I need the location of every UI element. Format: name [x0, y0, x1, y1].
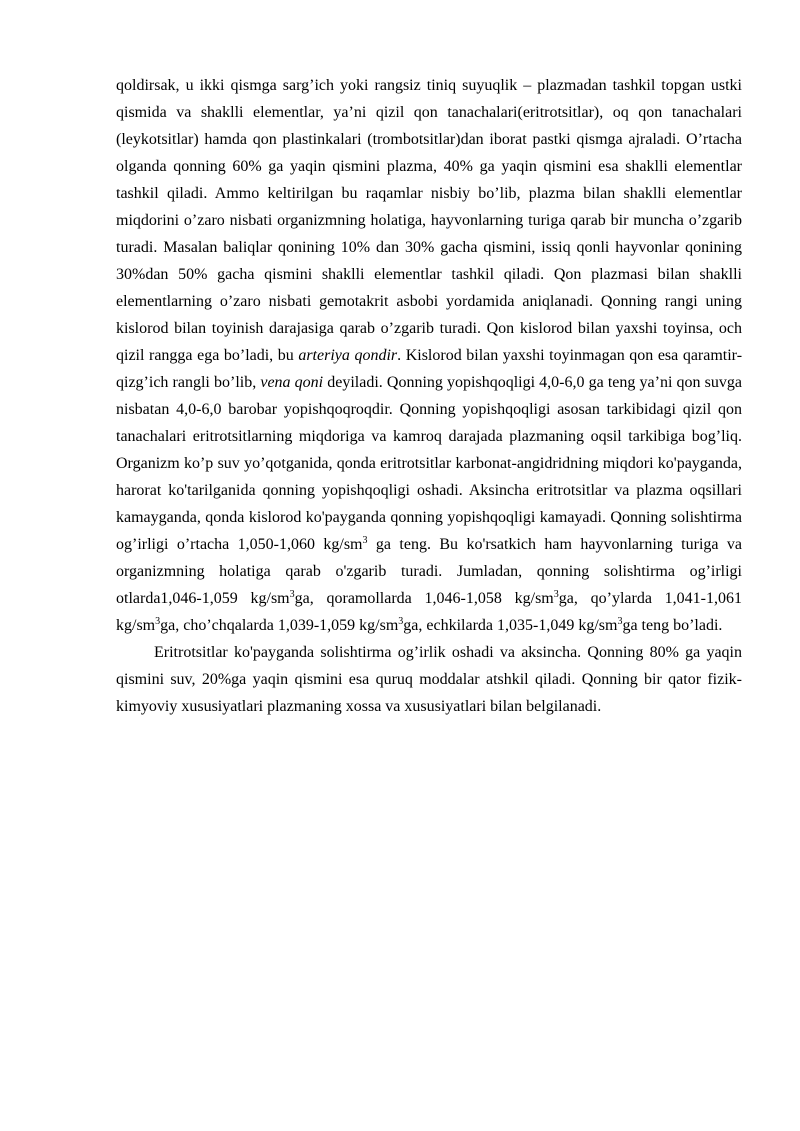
paragraph-erythrocytes: Eritrotsitlar ko'payganda solishtirma og’irlik oshadi va aksincha. Qonning 80% ga yaqin qismini suv, 20%ga yaqin qismini esa quruq moddalar atshkil qiladi. Qonning bir qator fizik-kimyoviy xususiyatlari plazmaning xossa va xususiyatlari bilan belgilanadi.	[116, 644, 742, 715]
text-run: ga, qo’ylarda 1,041-1,061 kg/sm	[116, 590, 742, 634]
superscript: 3	[553, 589, 559, 600]
paragraph-blood-composition	[116, 72, 742, 639]
text-run: qoldirsak, u ikki qismga sarg’ich yoki rangsiz tiniq suyuqlik – plazmadan tashkil topgan ustki qismida va shaklli elementlar, ya’ni qizil qon tanachalari(eritrotsitlar), oq qon tanachalari (leykotsitlar) hamda qon plastinkalari (trombotsitlar)dan iborat pastki qismga ajraladi. O’rtacha olganda qonning 60% ga yaqin qismini plazma, 40% ga yaqin qismini esa shaklli elementlar tashkil qiladi. Ammo keltirilgan bu raqamlar nisbiy bo’lib, plazma bilan shaklli elementlar miqdorini o’zaro nisbati organizmning holatiga, hayvonlarning turiga qarab bir muncha o’zgarib turadi. Masalan baliqlar qonining 10% dan 30% gacha qismini, issiq qonli hayvonlar qonining 30%dan 50% gacha qismini shaklli elementlar tashkil qiladi. Qon plazmasi bilan shaklli elementlarning o’zaro nisbati gemotakrit asbobi yordamida aniqlanadi. Qonning rangi uning kislorod bilan toyinish darajasiga qarab o’zgarib turadi. Qon kislorod bilan yaxshi toyinsa, och qizil rangga ega bo’ladi, bu	[116, 77, 742, 364]
text-run: ga, cho’chqalarda 1,039-1,059 kg/sm	[160, 617, 399, 634]
text-run: deyiladi. Qonning yopishqoqligi 4,0-6,0 ga teng ya’ni qon suvga nisbatan 4,0-6,0 barobar yopishqoqroqdir. Qonning yopishqoqligi asosan tarkibidagi qizil qon tanachalari eritrotsitlarning miqdoriga va kamroq darajada plazmaning oqsil tarkibiga bog’liq. Organizm ko’p suv yo’qotganida, qonda eritrotsitlar karbonat-angidridning miqdori ko'payganda, harorat ko'tarilganida qonning yopishqoqligi oshadi. Aksincha eritrotsitlar va plazma oqsillari kamayganda, qonda kislorod ko'payganda qonning yopishqoqligi kamayadi. Qonning solishtirma og’irligi o’rtacha 1,050-1,060 kg/sm	[116, 374, 742, 553]
italic-term-vena-qoni: vena qoni	[260, 374, 324, 391]
superscript: 3	[155, 616, 161, 627]
superscript: 3	[617, 616, 623, 627]
text-run: ga, echkilarda 1,035-1,049 kg/sm	[403, 617, 618, 634]
document-page	[116, 72, 742, 720]
superscript: 3	[289, 589, 295, 600]
text-run: ga teng. Bu ko'rsatkich ham hayvonlarning turiga va organizmning holatiga qarab o'zgarib turadi. Jumladan, qonning solishtirma og’irligi otlarda1,046-1,059 kg/sm	[116, 536, 742, 607]
superscript: 3	[362, 535, 368, 546]
superscript: 3	[398, 616, 404, 627]
text-run: ga, qoramollarda 1,046-1,058 kg/sm	[294, 590, 554, 607]
text-run: ga teng bo’ladi.	[622, 617, 723, 634]
text-run: . Kislorod bilan yaxshi toyinmagan qon esa qaramtir-qizg’ich rangli bo’lib,	[116, 347, 743, 391]
italic-term-arteriya-qondir: arteriya qondir	[298, 347, 398, 364]
